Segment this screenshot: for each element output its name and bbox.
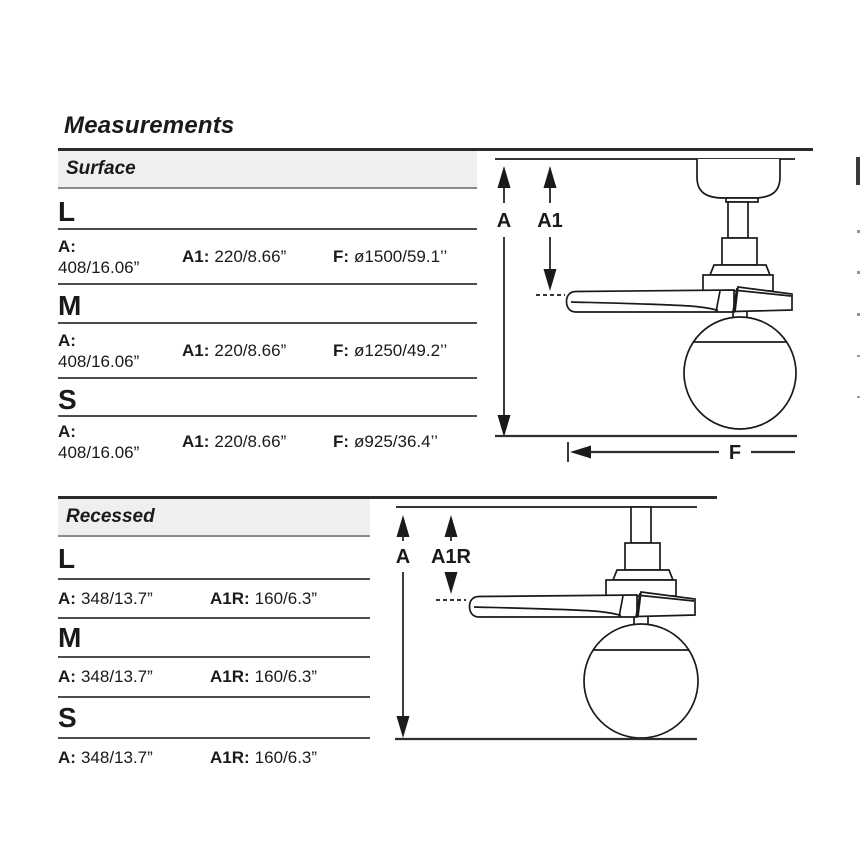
dim-a1r-value: 160/6.3”: [254, 666, 318, 686]
cell-f: [333, 324, 447, 377]
cell-a: [58, 580, 153, 617]
downrod: [631, 507, 651, 543]
cell-a: [58, 230, 139, 283]
dim-a1r-value: 160/6.3”: [254, 747, 318, 767]
dim-a-label: A:: [58, 666, 76, 686]
dim-a1-label: A1:: [182, 340, 210, 360]
dim-a-value: 348/13.7”: [80, 666, 153, 686]
row-separator: [58, 283, 477, 285]
table-row-recessed-l: [58, 580, 370, 617]
dim-a-label: A:: [58, 747, 76, 767]
cell-a: [58, 324, 139, 377]
arrow-up-icon: [544, 166, 557, 188]
dim-a1r-label: A1R:: [210, 588, 250, 608]
dim-a-label: A: [395, 546, 411, 568]
row-separator: [58, 696, 370, 698]
dim-a1-label: A1:: [182, 246, 210, 266]
surface-header: [58, 151, 477, 189]
dim-f-label: F: [728, 442, 742, 464]
globe-lamp: [684, 317, 796, 429]
dim-a1-value: 220/8.66”: [214, 431, 287, 451]
size-label-recessed-s: S: [58, 702, 77, 733]
surface-diagram: [480, 140, 820, 470]
cell-a1r: [210, 658, 317, 695]
table-row-surface-m: [58, 324, 477, 377]
dim-a-value: 408/16.06”: [58, 257, 140, 277]
arrow-down-icon: [498, 415, 511, 437]
cell-f: [333, 230, 447, 283]
motor-neck: [722, 238, 757, 265]
size-label-surface-s: S: [58, 384, 77, 415]
dim-a1r-label: A1R:: [210, 747, 250, 767]
dim-a1r-label: A1R:: [210, 666, 250, 686]
dim-a-label: A:: [58, 330, 76, 350]
recessed-header: [58, 499, 370, 537]
dim-a-label: A: [496, 210, 512, 232]
dim-f-value: ø925/36.4’’: [354, 431, 438, 451]
dim-f-label: F:: [333, 246, 350, 266]
edge-artifact: [856, 157, 860, 185]
motor-collar: [613, 570, 673, 580]
dim-a-value: 408/16.06”: [58, 351, 140, 371]
cell-a: [58, 739, 153, 776]
arrow-up-icon: [397, 515, 410, 537]
dim-a-label: A:: [58, 421, 76, 441]
dim-f-label: F:: [333, 340, 350, 360]
row-separator: [58, 617, 370, 619]
dim-a-label: A:: [58, 236, 76, 256]
arrow-up-icon: [445, 515, 458, 537]
cell-a1: [182, 417, 286, 466]
cell-a1r: [210, 580, 317, 617]
cell-a: [58, 417, 139, 466]
dim-a-label: A:: [58, 588, 76, 608]
arrow-up-icon: [498, 166, 511, 188]
dim-a1-label: A1: [537, 210, 563, 232]
cell-a1r: [210, 739, 317, 776]
dim-a1-value: 220/8.66”: [214, 246, 287, 266]
table-row-recessed-s: [58, 739, 370, 776]
dim-a-value: 348/13.7”: [80, 747, 153, 767]
surface-header-label: Surface: [66, 158, 136, 179]
cell-f: [333, 417, 438, 466]
canopy-shape: [697, 159, 780, 198]
downrod: [728, 202, 748, 238]
recessed-diagram: [380, 490, 710, 770]
motor-neck: [625, 543, 660, 570]
arrow-down-icon: [397, 716, 410, 738]
cell-a: [58, 658, 153, 695]
size-label-surface-l: L: [58, 196, 76, 227]
dim-a-value: 348/13.7”: [80, 588, 153, 608]
globe-lamp: [584, 624, 698, 738]
dim-a1-value: 220/8.66”: [214, 340, 287, 360]
motor-collar: [710, 265, 770, 275]
arrow-down-icon: [544, 269, 557, 291]
size-label-recessed-l: L: [58, 543, 76, 574]
size-label-surface-m: M: [58, 290, 82, 321]
recessed-header-label: Recessed: [66, 506, 155, 527]
dim-a1-label: A1:: [182, 431, 210, 451]
table-row-recessed-m: [58, 658, 370, 695]
cell-a1: [182, 230, 286, 283]
cell-a1: [182, 324, 286, 377]
dim-f-value: ø1500/59.1’’: [354, 246, 448, 266]
table-row-surface-l: [58, 230, 477, 283]
dim-f-value: ø1250/49.2’’: [354, 340, 448, 360]
table-row-surface-s: [58, 417, 477, 466]
arrow-down-icon: [445, 572, 458, 594]
dim-a1r-label: A1R: [430, 546, 472, 568]
dim-a1r-value: 160/6.3”: [254, 588, 318, 608]
page-title: Measurements: [64, 112, 235, 139]
arrow-left-icon: [570, 446, 591, 459]
row-separator: [58, 377, 477, 379]
size-label-recessed-m: M: [58, 622, 82, 653]
dim-f-label: F:: [333, 431, 350, 451]
dim-a-value: 408/16.06”: [58, 442, 140, 462]
